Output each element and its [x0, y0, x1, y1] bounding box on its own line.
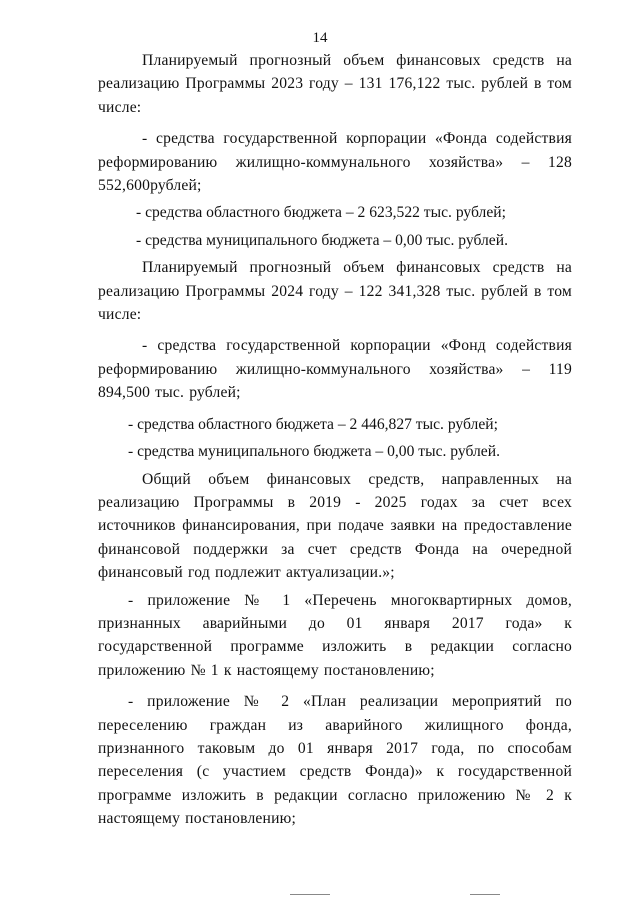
- paragraph-appendix-1: - приложение № 1 «Перечень многоквартирных домов, признанных аварийными до 01 января 2017 года» к государственной программе изложить в редакции согласно приложению № 1 к настоящему постановлению;: [98, 591, 572, 679]
- page-number: 14: [312, 30, 328, 46]
- paragraph-regional-budget-2023: - средства областного бюджета – 2 623,522 тыс. рублей;: [136, 204, 506, 222]
- paragraph-plan-2024: Планируемый прогнозный объем финансовых средств на реализацию Программы 2024 году – 122 341,328 тыс. рублей в том числе:: [98, 259, 572, 324]
- paragraph-regional-budget-2024: - средства областного бюджета – 2 446,827 тыс. рублей;: [128, 415, 498, 433]
- paragraph-municipal-budget-2023: - средства муниципального бюджета – 0,00 тыс. рублей.: [136, 231, 508, 249]
- footer-divider-left: [290, 894, 330, 895]
- paragraph-appendix-2: - приложение № 2 «План реализации мероприятий по переселению граждан из аварийного жилищного фонда, признанного таковым до 01 января 2017 года, по способам переселения (с участием средств Фонда)» к государственной программе изложить в редакции согласно приложению № 2 к настоящему постановлению;: [98, 693, 572, 828]
- document-body: [98, 49, 572, 831]
- footer-divider-right: [470, 894, 500, 895]
- paragraph-fund-2024: - средства государственной корпорации «Фонд содействия реформированию жилищно-коммунального хозяйства» – 119 894,500 тыс. рублей;: [98, 337, 572, 402]
- paragraph-fund-2023: - средства государственной корпорации «Фонда содействия реформированию жилищно-коммунального хозяйства» – 128 552,600рублей;: [98, 130, 572, 195]
- paragraph-plan-2023: Планируемый прогнозный объем финансовых средств на реализацию Программы 2023 году – 131 176,122 тыс. рублей в том числе:: [98, 52, 572, 116]
- paragraph-municipal-budget-2024: - средства муниципального бюджета – 0,00 тыс. рублей.: [128, 443, 500, 461]
- paragraph-total-volume: Общий объем финансовых средств, направленных на реализацию Программы в 2019 - 2025 годах за счет всех источников финансирования, при подаче заявки на предоставление финансовой поддержки за счет средств Фонда на очередной финансовый год подлежит актуализации.»;: [98, 470, 572, 582]
